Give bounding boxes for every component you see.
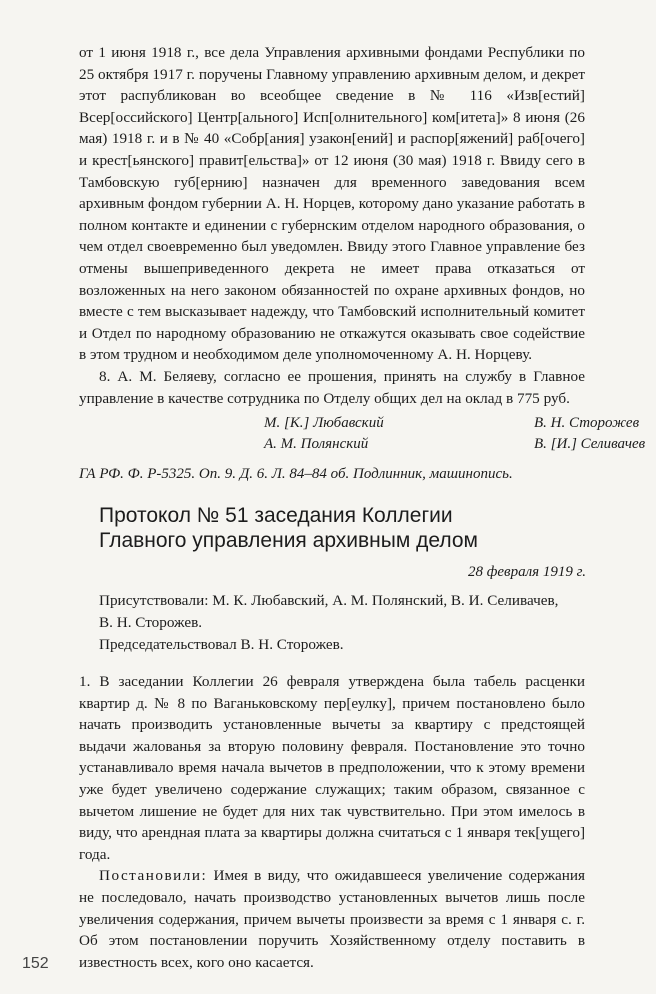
paragraph-item-8: 8. А. М. Беляеву, согласно ее прошения, принять на службу в Главное управление в качестве сотрудника по Отделу общих дел на оклад в 775 руб. [79,367,585,407]
attendance-block [79,590,585,656]
resolved-text: Имея в виду, что ожидавшееся увеличение содержания не последовало, начать производство установленных вычетов лишь после увеличения содержания, причем вычеты произвести за время с 1 января с. г. Об этом постановлении поручить Хозяйственному отделу поставить в известность всех, кого оно касается. [79,867,585,971]
protocol-item-1: 1. В заседании Коллегии 26 февраля утверждена была табель расценки квартир д. № 8 по Ваганьковскому пер[еулку], причем постановлено было начать производить установленные вычеты за квартиру с предстоящей выдачи жалованья за вторую половину февраля. Постановление это точно устанавливало время начала вычетов в предположении, что к этому времени уже будет увеличено содержание служащих; таким образом, связанное с вычетом лишение не будет для них так чувствительно. При этом имелось в виду, что арендная плата за квартиры должна считаться с 1 января тек[ущего] года. [79,673,585,863]
protocol-body [79,671,585,973]
resolution-paragraph [79,865,585,973]
present-line-2: В. Н. Сторожев. [99,614,203,631]
protocol-heading [99,503,579,553]
archival-reference: ГА РФ. Ф. Р-5325. Оп. 9. Д. 6. Л. 84–84 об. Подлинник, машинопись. [79,466,513,483]
heading-line-2: Главного управления архивным делом [99,529,478,552]
paragraph-continuation: от 1 июня 1918 г., все дела Управления архивными фондами Республики по 25 октября 1917 г. поручены Главному управлению архивным делом, и декрет этот распубликован во всеобщее сведение в № 116 «Изв[естий] Всер[оссийского] Центр[ального] Исп[олнительного] ком[итета]» 8 июня (26 мая) 1918 г. и в № 40 «Собр[ания] узакон[ений] и распор[яжений] раб[очего] и крест[ьянского] правит[ельства]» от 12 июня (30 мая) 1918 г. Ввиду сего в Тамбовскую губ[ернию] назначен для временного заведования всем архивным фондом губернии А. Н. Норцев, которому дано указание работать в полном контакте и единении с губернским отделом народного образования, о чем отдел своевременно был уведомлен. Ввиду этого Главное управление без отмены вышеприведенного декрета не имеет права отказаться от возложенных на него законом обязанностей по охране архивных фондов, но вместе с тем высказывает надежду, что Тамбовский исполнительный комитет и Отдел по народному образованию не откажутся оказывать свое содействие в этом трудном и необходимом деле уполномоченному А. Н. Норцеву. [79,44,585,364]
signature-polyansky: А. М. Полянский [264,436,369,453]
signature-lyubavsky: М. [К.] Любавский [264,415,384,432]
resolved-label: Постановили: [99,867,208,885]
signature-selivachev: В. [И.] Селивачев [534,436,646,453]
heading-line-1: Протокол № 51 заседания Коллегии [99,504,453,527]
present-line-1: Присутствовали: М. К. Любавский, А. М. Полянский, В. И. Селивачев, [99,592,559,609]
chaired-line: Председательствовал В. Н. Сторожев. [99,636,344,653]
protocol-date: 28 февраля 1919 г. [468,564,586,580]
page-number: 152 [22,955,49,972]
signatures [264,413,646,455]
signature-storozhev: В. Н. Сторожев [534,415,640,432]
top-text-block [79,42,646,486]
